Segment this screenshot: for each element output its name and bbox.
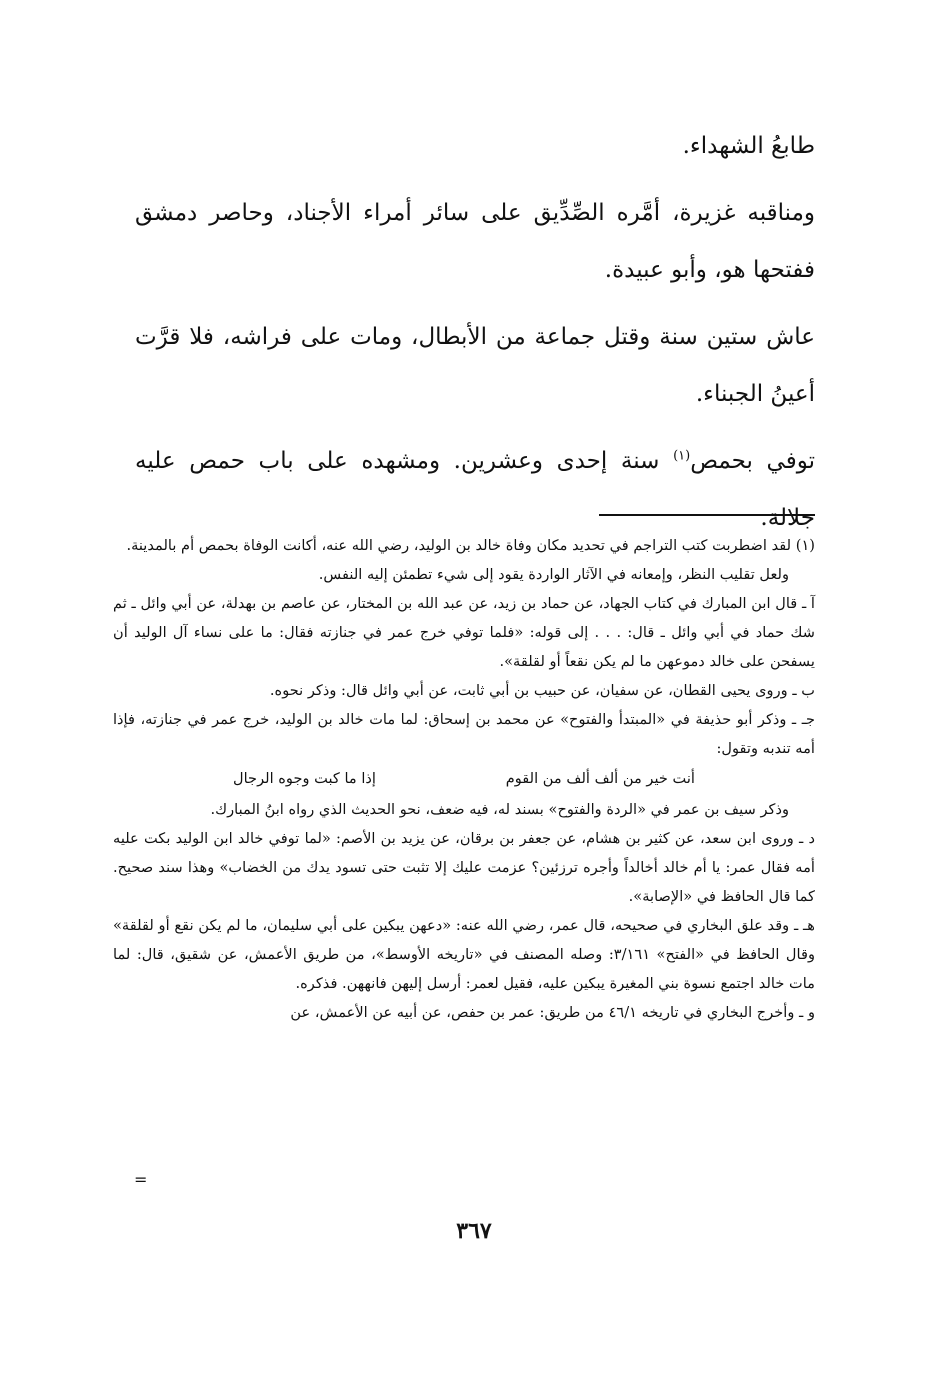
main-paragraph-2: ومناقبه غزيرة، أمَّره الصِّدِّيق على سائر أمراء الأجناد، وحاصر دمشق ففتحها هو، وأبو عبيدة. [135, 200, 815, 283]
footnote-1: (١) لقد اضطربت كتب التراجم في تحديد مكان وفاة خالد بن الوليد، رضي الله عنه، أكانت الوفاة بحمص أم بالمدينة. [126, 537, 815, 554]
paragraph-4-start: توفي بحمص [690, 448, 816, 474]
footnote-1-continuation: ولعل تقليب النظر، وإمعانه في الآثار الواردة يقود إلى شيء تطمئن إليه النفس. [318, 566, 789, 583]
footnote-separator [599, 514, 815, 516]
footnote-item-d: د ـ وروى ابن سعد، عن كثير بن هشام، عن جعفر بن برقان، عن يزيد بن الأصم: «لما توفي خالد ابن الوليد بكت عليه أمه فقال عمر: يا أم خالد أخالداً وأجره ترزئين؟ عزمت عليك إلا تثبت حتى تسود يدك من الخضاب» وهذا سند صحيح. كما قال الحافظ في «الإصابة». [113, 830, 815, 905]
footnote-item-b: ب ـ وروى يحيى القطان، عن سفيان، عن حبيب بن أبي ثابت، عن أبي وائل قال: وذكر نحوه. [269, 682, 815, 699]
verse-first-hemistich: أنت خير من ألف ألف من القوم [505, 770, 695, 787]
main-paragraph-3: عاش ستين سنة وقتل جماعة من الأبطال، ومات على فراشه، فلا قرَّت أعينُ الجبناء. [135, 324, 815, 407]
footnotes [113, 531, 815, 1027]
verse-second-hemistich: إذا ما كبت وجوه الرجال [233, 770, 376, 787]
paragraph-4-end: سنة إحدى وعشرين. ومشهده على باب حمص عليه جلالة. [135, 448, 815, 531]
footnote-item-a: آ ـ قال ابن المبارك في كتاب الجهاد، عن حماد بن زيد، عن عبد الله بن المختار، عن عاصم بن بهدلة، عن أبي وائل ـ ثم شك حماد في أبي وائل ـ قال: . . . إلى قوله: «فلما توفي خرج عمر في جنازته فقال: ما على نساء آل الوليد أن يسفحن على خالد دموعهن ما لم يكن نقعاً أو لقلقة». [113, 595, 815, 670]
page-number: ٣٦٧ [456, 1218, 492, 1244]
footnote-item-c: جـ ـ وذكر أبو حذيفة في «المبتدأ والفتوح» عن محمد بن إسحاق: لما مات خالد بن الوليد، خرج عمر في جنازته، فإذا أمه تندبه وتقول: [113, 711, 815, 757]
main-paragraph-4 [135, 433, 815, 547]
main-text [135, 118, 815, 547]
footnote-reference[interactable]: (١) [673, 448, 691, 464]
continuation-mark: = [134, 1170, 148, 1189]
main-paragraph-1: طابعُ الشهداء. [682, 133, 815, 159]
poetry-verse [113, 763, 815, 795]
footnote-item-h: هـ ـ وقد علق البخاري في صحيحه، قال عمر، رضي الله عنه: «دعهن يبكين على أبي سليمان، ما لم يكن نقع أو لقلقة» وقال الحافظ في «الفتح» ٣/١٦١: وصله المصنف في «تاريخه الأوسط»، من طريق الأعمش، عن شقيق، قال: لما مات خالد اجتمع نسوة بني المغيرة يبكين عليه، فقيل لعمر: أرسل إليهن فانههن. فذكره. [113, 917, 815, 992]
footnote-item-w: و ـ وأخرج البخاري في تاريخه ٤٦/١ من طريق: عمر بن حفص، عن أبيه عن الأعمش، عن [290, 1004, 815, 1021]
footnote-item-c-continuation: وذكر سيف بن عمر في «الردة والفتوح» بسند له، فيه ضعف، نحو الحديث الذي رواه ابنُ المبارك. [210, 801, 789, 818]
